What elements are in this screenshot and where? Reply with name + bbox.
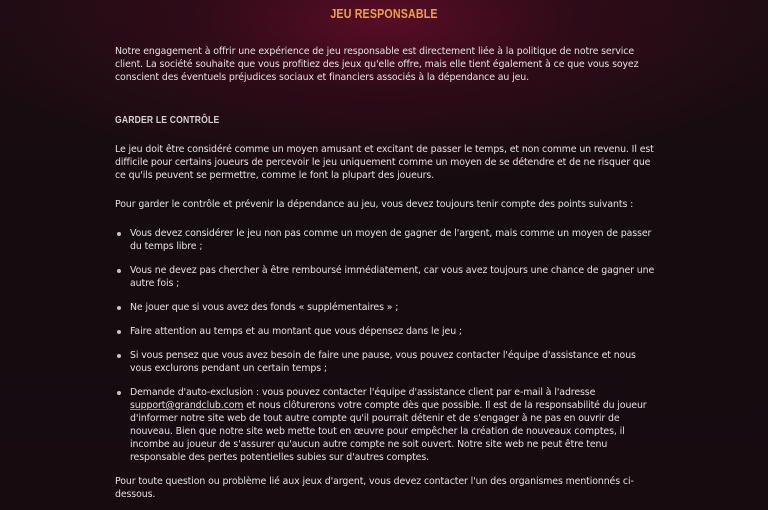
bullet-icon [117,269,121,273]
list-item-text: Ne jouer que si vous avez des fonds « supplémentaires » ; [130,302,399,313]
bullet-icon [117,354,121,358]
content-body [115,45,655,501]
bullet-icon [117,232,121,236]
support-email-link[interactable]: support@grandclub.com [130,400,244,411]
list-item-text: Vous ne devez pas chercher à être remboursé immédiatement, car vous avez toujours une chance de gagner une autre fois ; [130,265,655,289]
bullet-icon [117,391,121,395]
closing-paragraph: Pour toute question ou problème lié aux jeux d'argent, vous devez contacter l'un des organismes mentionnés ci-dessous. [115,476,634,500]
intro-paragraph: Notre engagement à offrir une expérience de jeu responsable est directement liée à la politique de notre service client. La société souhaite que vous profitiez des jeux qu'elle offre, mais elle tient également à ce que vous soyez conscient des éventuels préjudices sociaux et financiers associés à la dépendance au jeu. [115,46,639,83]
list-item [115,227,655,253]
points-list [115,227,655,464]
section-paragraph-2: Pour garder le contrôle et prévenir la dépendance au jeu, vous devez toujours tenir compte des points suivants : [115,199,634,210]
list-item-text: Vous devez considérer le jeu non pas comme un moyen de gagner de l'argent, mais comme un moyen de passer du temps libre ; [130,228,652,252]
list-item [115,325,655,338]
list-item [115,386,655,464]
list-item-text-after: et nous clôturerons votre compte dès que possible. Il est de la responsabilité du joueur d'informer notre site web de tout autre compte qu'il pourrait détenir et de s'engager à ne pas en ouvrir de nouveau. Bien que notre site web mette tout en œuvre pour empêcher la création de nouveaux comptes, il incombe au joueur de s'assurer qu'aucun autre compte ne soit ouvert. Notre site web ne peut être tenu responsable des pertes potentielles subies sur d'autres comptes. [130,400,647,463]
list-item-text-before: Demande d'auto-exclusion : vous pouvez contacter l'équipe d'assistance client par e-mail à l'adresse [130,387,596,398]
section-paragraph-1: Le jeu doit être considéré comme un moyen amusant et excitant de passer le temps, et non comme un revenu. Il est difficile pour certains joueurs de percevoir le jeu uniquement comme un moyen de se détendre et de ne risquer que ce qu'ils peuvent se permettre, comme le font la plupart des joueurs. [115,144,654,181]
list-item-text: Faire attention au temps et au montant que vous dépensez dans le jeu ; [130,326,462,337]
bullet-icon [117,306,121,310]
list-item-text: Si vous pensez que vous avez besoin de faire une pause, vous pouvez contacter l'équipe d'assistance et nous vous exclurons pendant un certain temps ; [130,350,636,374]
section-heading: GARDER LE CONTRÔLE [115,114,220,126]
list-item [115,349,655,375]
list-item [115,301,655,314]
list-item [115,264,655,290]
bullet-icon [117,330,121,334]
page-title: JEU RESPONSABLE [330,6,438,21]
